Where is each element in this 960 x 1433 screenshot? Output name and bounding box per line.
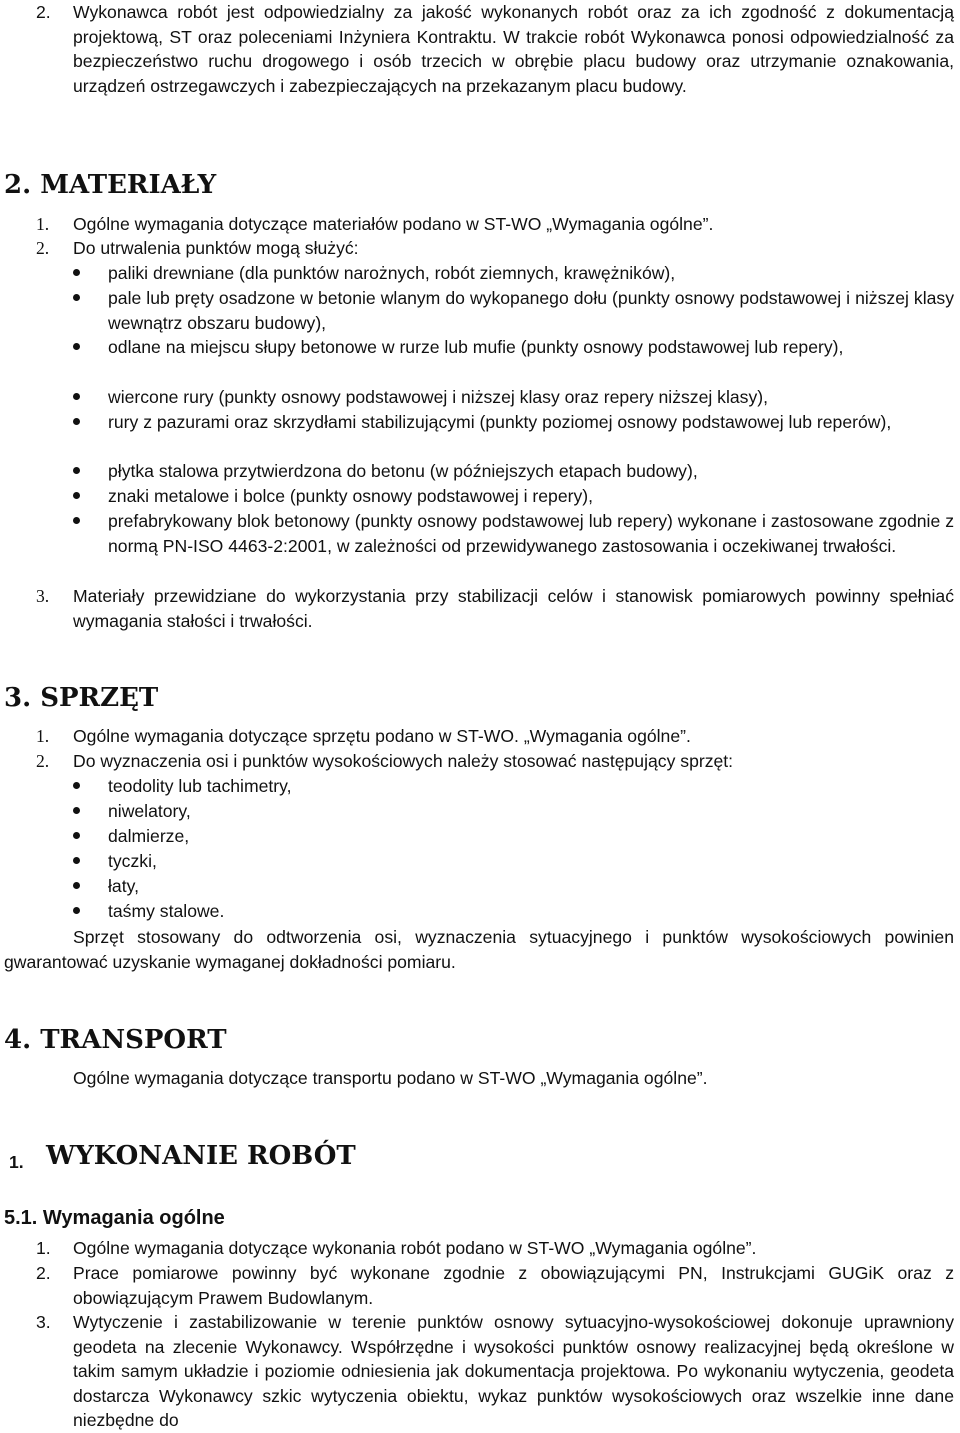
bullet-icon [73,343,80,350]
bullet-item: prefabrykowany blok betonowy (punkty osnowy podstawowej lub repery) wykonane i zastosowane zgodnie z normą PN-ISO 4463-2:2001, w zależności od przewidywanego zastosowania i oczekiwanej trwałości. [108,511,954,556]
bullet-item: paliki drewniane (dla punktów narożnych, robót ziemnych, krawężników), [108,263,676,283]
bullet-item: płytka stalowa przytwierdzona do betonu (w późniejszych etapach budowy), [108,461,698,481]
list-number: 3. [36,1312,51,1332]
bullet-icon [73,517,80,524]
section-heading-execution: WYKONANIE ROBÓT [46,1141,356,1171]
list-item-text: Do wyznaczenia osi i punktów wysokościowych należy stosować następujący sprzęt: [73,751,734,771]
bullet-icon [73,294,80,301]
section-heading-materials: 2. MATERIAŁY [4,170,217,200]
bullet-item: wiercone rury (punkty osnowy podstawowej i niższej klasy oraz repery niższej klasy), [108,387,769,407]
bullet-item: niwelatory, [108,801,191,821]
list-item-text: Prace pomiarowe powinny być wykonane zgodnie z obowiązującymi PN, Instrukcjami GUGiK oraz z obowiązującym Prawem Budowlanym. [73,1263,954,1308]
bullet-icon [73,269,80,276]
bullet-icon [73,492,80,499]
bullet-icon [73,832,80,839]
list-item-text: Do utrwalenia punktów mogą służyć: [73,238,359,258]
bullet-icon [73,467,80,474]
list-item-text: Materiały przewidziane do wykorzystania przy stabilizacji celów i stanowisk pomiarowych powinny spełniać wymagania stałości i trwałości. [73,586,954,631]
list-number: 2. [36,238,50,258]
list-number: 2. [36,751,50,771]
bullet-item: łaty, [108,876,139,896]
list-item-text: Ogólne wymagania dotyczące sprzętu podano w ST-WO. „Wymagania ogólne”. [73,726,691,746]
bullet-item: znaki metalowe i bolce (punkty osnowy podstawowej i repery), [108,486,594,506]
bullet-icon [73,782,80,789]
list-item-text: Ogólne wymagania dotyczące wykonania robót podano w ST-WO „Wymagania ogólne”. [73,1238,757,1258]
bullet-icon [73,857,80,864]
subsection-heading: 5.1. Wymagania ogólne [4,1207,225,1229]
bullet-icon [73,393,80,400]
bullet-item: tyczki, [108,851,157,871]
list-number: 3. [36,586,50,606]
transport-text: Ogólne wymagania dotyczące transportu podano w ST-WO „Wymagania ogólne”. [73,1068,708,1088]
list-number: 1. [36,1238,51,1258]
bullet-item: dalmierze, [108,826,190,846]
bullet-item: pale lub pręty osadzone w betonie wlanym do wykopanego dołu (punkty osnowy podstawowej i niższej klasy wewnątrz obszaru budowy), [108,288,954,333]
bullet-item: taśmy stalowe. [108,901,225,921]
list-item-text: Wykonawca robót jest odpowiedzialny za jakość wykonanych robót oraz za ich zgodność z dokumentacją projektową, ST oraz poleceniami Inżyniera Kontraktu. W trakcie robót Wykonawca ponosi odpowiedzialność za bezpieczeństwo ruchu drogowego i osób trzecich w obrębie placu budowy oraz utrzymanie oznakowania, urządzeń ostrzegawczych i zabezpieczających na przekazanym placu budowy. [73,2,954,96]
list-number: 1. [36,214,50,234]
bullet-icon [73,418,80,425]
list-number: 2. [36,2,51,22]
list-number: 2. [36,1263,51,1283]
section-heading-transport: 4. TRANSPORT [4,1025,227,1055]
bullet-icon [73,882,80,889]
list-item-text: Ogólne wymagania dotyczące materiałów podano w ST-WO „Wymagania ogólne”. [73,214,714,234]
list-number: 1. [36,726,50,746]
section-number: 1. [9,1152,24,1172]
bullet-item: odlane na miejscu słupy betonowe w rurze lub mufie (punkty osnowy podstawowej lub repery), [108,337,844,357]
list-item-text: Wytyczenie i zastabilizowanie w terenie punktów osnowy sytuacyjno-wysokościowej dokonuje uprawniony geodeta na zlecenie Wykonawcy. Współrzędne i wysokości punktów osnowy realizacyjnej będą określone w takim samym układzie i poziomie odniesienia jak dokumentacja projektowa. Po wykonaniu wytyczenia, geodeta dostarcza Wykonawcy szkic wytyczenia obiektu, wykaz punktów wysokościowych oraz wszelkie inne dane niezbędne do [73,1312,954,1431]
equipment-paragraph: Sprzęt stosowany do odtworzenia osi, wyznaczenia sytuacyjnego i punktów wysokościowych powinien gwarantować uzyskanie wymaganej dokładności pomiaru. [4,927,954,972]
bullet-icon [73,807,80,814]
section-heading-equipment: 3. SPRZĘT [4,683,159,713]
bullet-icon [73,907,80,914]
bullet-item: teodolity lub tachimetry, [108,776,292,796]
bullet-item: rury z pazurami oraz skrzydłami stabilizującymi (punkty poziomej osnowy podstawowej lub reperów), [108,412,892,432]
